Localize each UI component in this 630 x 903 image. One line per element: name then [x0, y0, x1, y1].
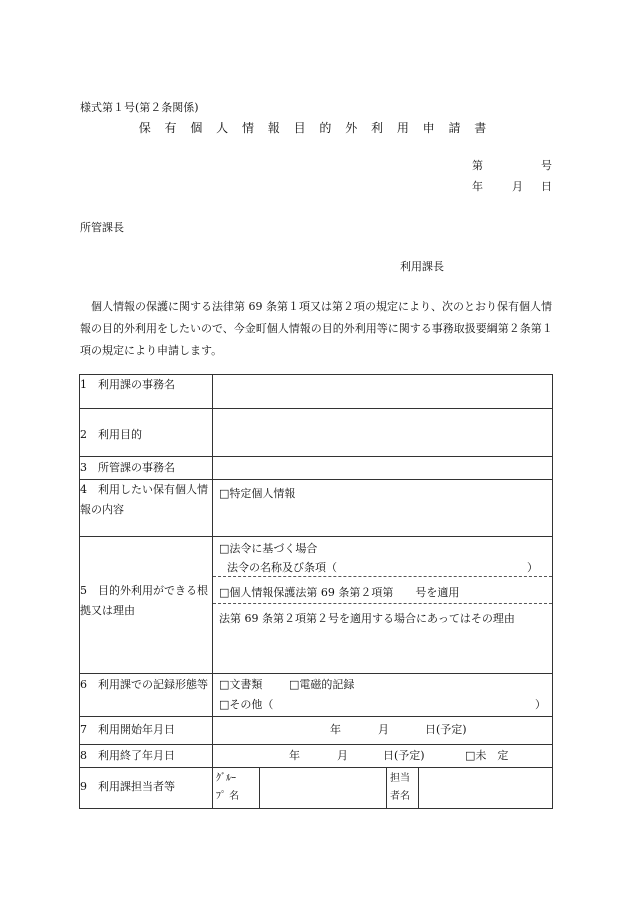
electronic-record-checkbox[interactable]: □電磁的記録	[289, 678, 355, 691]
date-month: 月	[512, 180, 523, 193]
row-user-dept-business	[80, 375, 553, 409]
row-start-date	[80, 717, 553, 745]
end-date-field[interactable]	[213, 745, 553, 768]
reason-label: 法第 69 条第２項第２号を適用する場合にあってはその理由	[219, 612, 515, 625]
record-form-field	[213, 674, 553, 717]
start-year: 年	[330, 723, 341, 736]
person-label-top: 担当	[390, 773, 410, 784]
other-close-paren: ）	[535, 698, 546, 711]
group-label-top: ｸﾞﾙｰ	[216, 773, 236, 784]
dashed-divider	[213, 576, 552, 577]
document-title: 保 有 個 人 情 報 目 的 外 利 用 申 請 書	[138, 121, 492, 135]
row-label: 1 利用課の事務名	[80, 375, 213, 409]
group-label-bottom: ﾌﾟ 名	[216, 791, 240, 802]
row-label: 9 利用課担当者等	[80, 768, 213, 809]
row-label: 3 所管課の事務名	[80, 457, 213, 480]
form-number-label: 様式第１号(第２条関係)	[80, 101, 199, 114]
start-month: 月	[378, 723, 389, 736]
end-year: 年	[289, 749, 300, 762]
group-name-label	[213, 768, 260, 809]
info-content-field[interactable]	[213, 480, 553, 537]
row-end-date	[80, 745, 553, 768]
dashed-divider	[213, 603, 552, 604]
owner-dept-business-field[interactable]	[213, 457, 553, 480]
end-day: 日(予定)	[383, 749, 425, 762]
specific-personal-info-checkbox[interactable]: □特定個人情報	[219, 487, 296, 500]
row-info-content	[80, 480, 553, 537]
group-name-field[interactable]	[260, 768, 387, 809]
document-number	[472, 157, 552, 173]
row-label: 5 目的外利用ができる根拠又は理由	[80, 537, 213, 674]
addressee: 所管課長	[80, 221, 124, 234]
row-legal-basis	[80, 537, 553, 674]
row-label: 4 利用したい保有個人情報の内容	[80, 480, 213, 537]
row-owner-dept-business	[80, 457, 553, 480]
row-contact-person	[80, 768, 553, 809]
start-day: 日(予定)	[425, 723, 467, 736]
legal-basis-field	[213, 537, 553, 674]
other-checkbox[interactable]: □その他（	[219, 698, 274, 711]
person-name-label	[387, 768, 419, 809]
date-year: 年	[472, 180, 483, 193]
row-label: 2 利用目的	[80, 409, 213, 457]
purpose-field[interactable]	[213, 409, 553, 457]
row-purpose	[80, 409, 553, 457]
documents-checkbox[interactable]: □文書類	[219, 678, 263, 691]
request-body-text: 個人情報の保護に関する法律第 69 条第１項又は第２項の規定により、次のとおり保有個人情報の目的外利用をしたいので、今金町個人情報の目的外利用等に関する事務取扱要綱第２条第１項の規定により申請します。	[80, 300, 553, 357]
user-dept-business-field[interactable]	[213, 375, 553, 409]
row-label: 7 利用開始年月日	[80, 717, 213, 745]
start-date-field[interactable]	[213, 717, 553, 745]
person-name-field[interactable]	[419, 768, 553, 809]
sender: 利用課長	[400, 260, 444, 273]
law-name-article-label: 法令の名称及び条項（	[227, 561, 337, 574]
application-form-table	[79, 374, 553, 809]
row-label: 8 利用終了年月日	[80, 745, 213, 768]
privacy-act-article-checkbox[interactable]: □個人情報保護法第 69 条第２項第 号を適用	[219, 586, 460, 599]
end-month: 月	[337, 749, 348, 762]
row-label: 6 利用課での記録形態等	[80, 674, 213, 717]
doc-number-prefix: 第	[472, 159, 483, 172]
row-record-form	[80, 674, 553, 717]
person-label-bottom: 者名	[390, 791, 410, 802]
doc-number-suffix: 号	[541, 159, 552, 172]
law-based-checkbox[interactable]: □法令に基づく場合	[219, 542, 318, 555]
date-day: 日	[541, 180, 552, 193]
undecided-checkbox[interactable]: □未 定	[465, 749, 509, 762]
law-name-close-paren: ）	[527, 561, 538, 574]
